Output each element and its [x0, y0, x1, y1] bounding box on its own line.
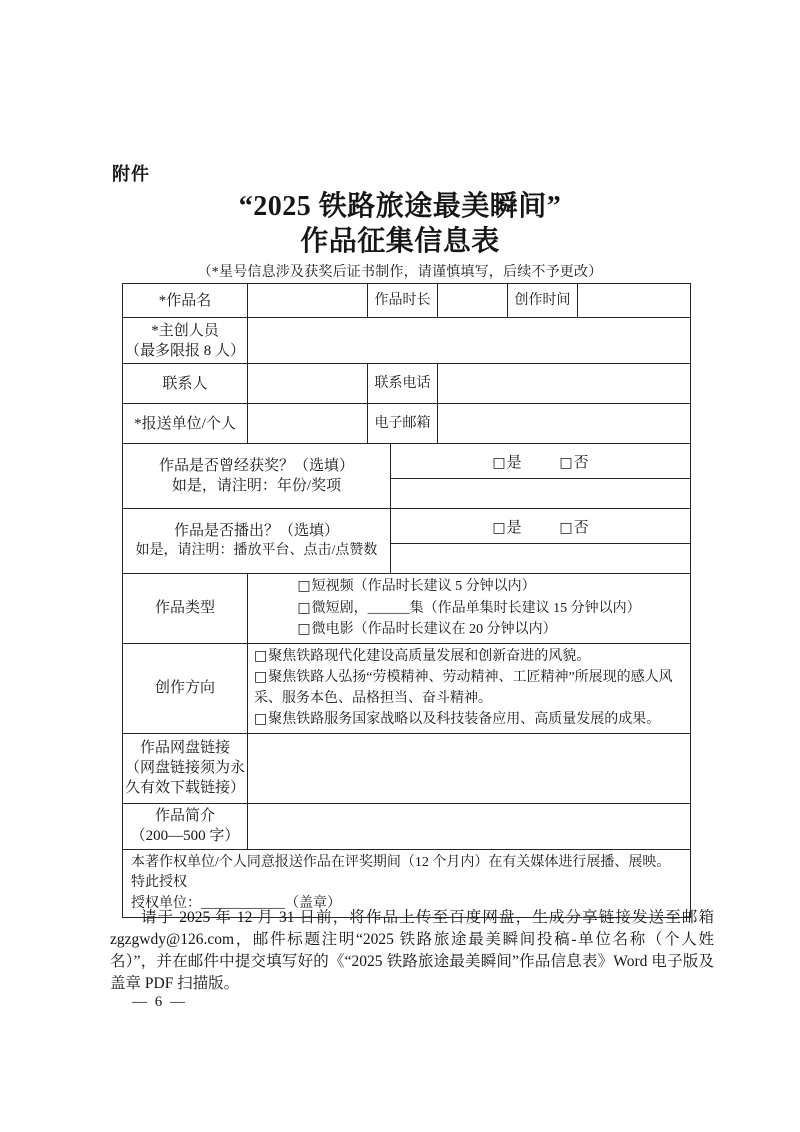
- authorization-seal-label: （盖章）: [285, 895, 341, 911]
- broadcast-yes-label: 是: [506, 519, 522, 536]
- disk-link-field[interactable]: [248, 733, 691, 803]
- creators-field[interactable]: [248, 318, 691, 364]
- option-label: 微短剧，______集（作品单集时长建议 15 分钟以内）: [311, 600, 641, 616]
- award-yes-no-cell: [391, 444, 691, 479]
- authorization-unit-label: 授权单位：: [131, 895, 201, 911]
- title-note: （*星号信息涉及获奖后证书制作，请谨慎填写，后续不予更改）: [197, 265, 603, 280]
- table-row-disk-link: [123, 733, 691, 803]
- creators-label-line2: （最多限报 8 人）: [125, 342, 246, 359]
- award-detail-field[interactable]: [391, 479, 691, 509]
- work-type-option-short-video[interactable]: [297, 576, 640, 598]
- table-row-award: [123, 444, 691, 479]
- table-row-summary: [123, 803, 691, 849]
- authorization-unit-blank-field[interactable]: ____________: [201, 895, 285, 911]
- checkbox-icon: □: [254, 711, 268, 727]
- disk-link-label-line1: 作品网盘链接: [139, 740, 230, 756]
- direction-label: 创作方向: [123, 643, 248, 733]
- work-type-label: 作品类型: [123, 574, 248, 644]
- checkbox-icon: □: [492, 519, 506, 536]
- checkbox-icon: □: [254, 669, 268, 685]
- checkbox-icon: □: [492, 454, 506, 471]
- work-type-option-mini-drama[interactable]: [297, 598, 640, 620]
- broadcast-yes-checkbox[interactable]: [492, 516, 521, 537]
- summary-label: [123, 803, 248, 849]
- option-label: 聚焦铁路现代化建设高质量发展和创新奋进的风貌。: [268, 648, 591, 664]
- email-label: 电子邮箱: [368, 404, 438, 444]
- phone-label: 联系电话: [368, 364, 438, 404]
- table-row-work-type: [123, 574, 691, 644]
- checkbox-icon: □: [559, 454, 573, 471]
- broadcast-question-label: [123, 509, 391, 574]
- award-question-line2: 如是，请注明：年份/奖项: [171, 478, 342, 494]
- checkbox-icon: □: [297, 621, 311, 637]
- disk-link-label-line2: （网盘链接须为永: [125, 760, 246, 776]
- checkbox-icon: □: [297, 599, 311, 616]
- broadcast-no-label: 否: [573, 519, 589, 536]
- award-yes-checkbox[interactable]: [492, 451, 521, 472]
- email-field[interactable]: [438, 404, 691, 444]
- submission-instructions: 请于 2025 年 12 月 31 日前，将作品上传至百度网盘，生成分享链接发送至邮箱 zgzgwdy@126.com，邮件标题注明“2025 铁路旅途最美瞬间投稿-单位名称（个人姓名）”，并在邮件中提交填写好的《“2025 铁路旅途最美瞬间”作品信息表》Word 电子版及盖章 PDF 扫描版。: [110, 909, 714, 992]
- broadcast-yes-no-cell: [391, 509, 691, 544]
- duration-field[interactable]: [438, 284, 508, 318]
- phone-field[interactable]: [438, 364, 691, 404]
- disk-link-label-line3: 久有效下载链接）: [125, 780, 246, 796]
- submit-unit-label: *报送单位/个人: [123, 404, 248, 444]
- option-label: 聚焦铁路人弘扬“劳模精神、劳动精神、工匠精神”所展现的感人风采、服务本色、品格担当、奋斗精神。: [254, 670, 673, 706]
- authorization-statement: 本著作权单位/个人同意报送作品在评奖期间（12 个月内）在有关媒体进行展播、展映。: [131, 854, 671, 870]
- submission-form-table: [122, 283, 691, 918]
- award-no-label: 否: [573, 454, 589, 471]
- broadcast-question-line2: 如是，请注明：播放平台、点击/点赞数: [135, 543, 378, 558]
- award-question-line1: 作品是否曾经获奖？（选填）: [158, 458, 354, 474]
- work-type-options-cell: [248, 574, 691, 644]
- page-number: — 6 —: [132, 994, 187, 1010]
- attachment-label: 附件: [112, 164, 150, 184]
- broadcast-no-checkbox[interactable]: [559, 516, 588, 537]
- broadcast-question-line1: 作品是否播出？（选填）: [173, 523, 339, 539]
- table-row-contact: [123, 364, 691, 404]
- award-yes-label: 是: [506, 454, 522, 471]
- contact-label: 联系人: [123, 364, 248, 404]
- table-row-submit-unit: [123, 404, 691, 444]
- checkbox-icon: □: [297, 578, 311, 594]
- disk-link-label: [123, 733, 248, 803]
- direction-option-2[interactable]: [254, 667, 684, 709]
- submit-unit-field[interactable]: [248, 404, 368, 444]
- option-label: 聚焦铁路服务国家战略以及科技装备应用、高质量发展的成果。: [268, 712, 661, 727]
- summary-field[interactable]: [248, 803, 691, 849]
- work-name-label: *作品名: [123, 284, 248, 318]
- award-no-checkbox[interactable]: [559, 451, 588, 472]
- table-row-work-name: [123, 284, 691, 318]
- creators-label: [123, 318, 248, 364]
- page-title-line2: 作品征集信息表: [300, 226, 500, 257]
- direction-option-1[interactable]: [254, 646, 684, 668]
- broadcast-detail-field[interactable]: [391, 544, 691, 574]
- direction-options-cell: [248, 643, 691, 733]
- checkbox-icon: □: [559, 519, 573, 536]
- contact-field[interactable]: [248, 364, 368, 404]
- page-title-line1: “2025 铁路旅途最美瞬间”: [238, 191, 562, 222]
- summary-label-line2: （200—500 字）: [130, 828, 240, 844]
- award-question-label: [123, 444, 391, 509]
- checkbox-icon: □: [254, 647, 268, 664]
- page-title: [0, 189, 800, 259]
- creation-time-label: 创作时间: [508, 284, 578, 318]
- summary-label-line1: 作品简介: [154, 808, 215, 824]
- option-label: 微电影（作品时长建议在 20 分钟以内）: [311, 622, 557, 637]
- table-row-broadcast: [123, 509, 691, 544]
- table-row-creators: [123, 318, 691, 364]
- creators-label-line1: *主创人员: [151, 322, 219, 339]
- work-name-field[interactable]: [248, 284, 368, 318]
- option-label: 短视频（作品时长建议 5 分钟以内）: [311, 579, 536, 594]
- table-row-direction: [123, 643, 691, 733]
- duration-label: 作品时长: [368, 284, 438, 318]
- direction-option-3[interactable]: [254, 709, 684, 731]
- work-type-option-micro-film[interactable]: [297, 619, 640, 641]
- creation-time-field[interactable]: [578, 284, 691, 318]
- authorization-hereby: 特此授权: [131, 875, 187, 890]
